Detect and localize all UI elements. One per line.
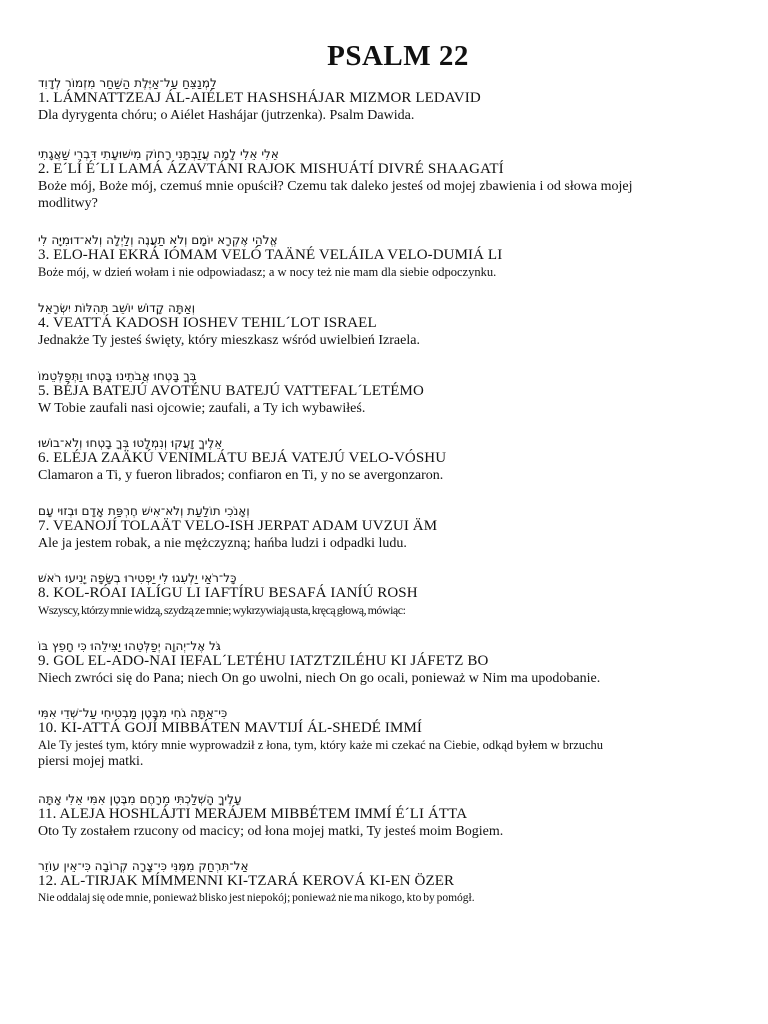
transliteration: 4. VEATTÁ KADOSH IOSHEV TEHIL´LOT ISRAEL <box>38 315 377 331</box>
verse-1 <box>38 76 738 124</box>
verse-7 <box>38 504 738 552</box>
hebrew-text: כִּי־אַתָּה גֹחִי מִבָּטֶן מַבְטִיחִי עַל־שְׁדֵי אִמִּי <box>38 706 228 720</box>
translation: Ale Ty jesteś tym, który mnie wyprowadził z łona, tym, który każe mi czekać na Ciebie, odkąd byłem w brzuchu <box>38 738 604 752</box>
transliteration: 3. ELO-HAI EKRÁ IÓMAM VELÓ TAÄNÉ VELÁILA VELO-DUMIÁ LI <box>38 247 503 263</box>
translation: Nie oddalaj się ode mnie, ponieważ blisko jest niepokój; ponieważ nie ma nikogo, kto by pomógł. <box>38 892 475 904</box>
hebrew-text: אֵלֶיךָ זָעֲקוּ וְנִמְלָטוּ בְּךָ בָטְחוּ וְלֹא־בוֹשׁוּ <box>38 436 223 450</box>
transliteration: 10. KI-ATTÁ GOJÍ MIBBÁTEN MAVTIJÍ ÁL-SHEDÉ IMMÍ <box>38 720 422 736</box>
verse-2 <box>38 147 738 212</box>
verse-12 <box>38 859 738 907</box>
transliteration: 7. VEANOJÍ TOLAÄT VELO-ISH JERPAT ADAM UVZUI ÄM <box>38 518 438 534</box>
page-title: PSALM 22 <box>327 40 469 72</box>
hebrew-text: לַמְנַצֵּחַ עַל־אַיֶּלֶת הַשַּׁחַר מִזְמוֹר לְדָוִד <box>38 76 217 90</box>
hebrew-text: וְאָנֹכִי תוֹלַעַת וְלֹא־אִישׁ חֶרְפַּת אָדָם וּבְזוּי עָם <box>38 504 250 518</box>
hebrew-text: אֵלִי אֵלִי לָמָה עֲזַבְתָּנִי רָחוֹק מִישׁוּעָתִי דִּבְרֵי שַׁאֲגָתִי <box>38 147 279 161</box>
hebrew-text: עָלֶיךָ הָשְׁלַכְתִּי מֵרָחֶם מִבֶּטֶן אִמִּי אֵלִי אָתָּה <box>38 792 242 806</box>
transliteration: 5. BÉJA BATEJÚ AVOTÉNU BATEJÚ VATTEFAL´LETÉMO <box>38 383 424 399</box>
translation: Oto Ty zostałem rzucony od macicy; od łona mojej matki, Ty jesteś moim Bogiem. <box>38 824 504 839</box>
translation: Jednakże Ty jesteś święty, który mieszkasz wśród uwielbień Izraela. <box>38 333 420 348</box>
translation: Clamaron a Ti, y fueron librados; confiaron en Ti, y no se avergonzaron. <box>38 468 444 483</box>
transliteration: 9. GOL EL-ADO-NAI IEFAL´LETÉHU IATZTZILÉHU KI JÁFETZ BO <box>38 653 489 669</box>
verse-8 <box>38 571 738 619</box>
transliteration: 8. KOL-RÓAI IALÍGU LI IAFTÍRU BESAFÁ IANÍÚ ROSH <box>38 585 418 601</box>
translation: Wszyscy, którzy mnie widzą, szydzą ze mnie; wykrzywiają usta, kręcą głową, mówiąc: <box>38 603 406 617</box>
hebrew-text: וְאַתָּה קָדוֹשׁ יוֹשֵׁב תְּהִלּוֹת יִשְׂרָאֵל <box>38 301 196 315</box>
translation: Boże mój, w dzień wołam i nie odpowiadasz; a w nocy też nie mam dla siebie odpoczynku. <box>38 265 497 279</box>
transliteration: 12. AL-TIRJAK MÍMMENNI KI-TZARÁ KEROVÁ KI-EN ÖZER <box>38 873 455 889</box>
translation: Ale ja jestem robak, a nie mężczyzną; hańba ludzi i odpadki ludu. <box>38 536 407 551</box>
translation: Boże mój, Boże mój, czemuś mnie opuścił? Czemu tak daleko jesteś od mojej zbawienia i od słowa mojej modlitwy? <box>38 179 633 211</box>
hebrew-text: בְּךָ בָּטְחוּ אֲבֹתֵינוּ בָּטְחוּ וַתְּפַלְּטֵמוֹ <box>38 369 197 383</box>
translation: Niech zwróci się do Pana; niech On go uwolni, niech On go ocali, ponieważ w Nim ma upodobanie. <box>38 671 601 686</box>
hebrew-text: אֱלֹהַי אֶקְרָא יוֹמָם וְלֹא תַעֲנֶה וְלַיְלָה וְלֹא־דוּמִיָּה לִי <box>38 233 278 247</box>
verse-10 <box>38 706 738 770</box>
transliteration: 11. ALEJA HOSHLÁJTI MERÁJEM MIBBÉTEM IMMÍ É´LI ÁTTA <box>38 806 468 822</box>
transliteration: 2. E´LÍ É´LI LAMÁ ÁZAVTÁNI RAJOK MISHUÁTÍ DIVRÉ SHAAGATÍ <box>38 161 504 177</box>
verse-5 <box>38 369 738 417</box>
hebrew-text: גֹּל אֶל־יְהוָה יְפַלְּטֵהוּ יַצִּילֵהוּ כִּי חָפֵץ בּוֹ <box>38 639 221 653</box>
verse-6 <box>38 436 738 484</box>
transliteration: 6. ELÉJA ZAÄKÚ VENIMLÁTU BEJÁ VATEJÚ VELO-VÓSHU <box>38 450 447 466</box>
translation-continued: piersi mojej matki. <box>38 754 144 769</box>
hebrew-text: אַל־תִּרְחַק מִמֶּנִּי כִּי־צָרָה קְרוֹבָה כִּי־אֵין עוֹזֵר <box>38 859 249 873</box>
verse-4 <box>38 301 738 349</box>
translation: Dla dyrygenta chóru; o Aiélet Hashájar (jutrzenka). Psalm Dawida. <box>38 108 415 123</box>
verse-9 <box>38 639 738 687</box>
verse-3 <box>38 233 738 280</box>
transliteration: 1. LÁMNATTZEAJ ÁL-AIÉLET HASHSHÁJAR MIZMOR LEDAVID <box>38 90 481 106</box>
verse-11 <box>38 792 738 840</box>
hebrew-text: כָּל־רֹאַי יַלְעִגוּ לִי יַפְטִירוּ בְשָׂפָה יָנִיעוּ רֹאשׁ <box>38 571 237 585</box>
translation: W Tobie zaufali nasi ojcowie; zaufali, a Ty ich wybawiłeś. <box>38 401 366 416</box>
